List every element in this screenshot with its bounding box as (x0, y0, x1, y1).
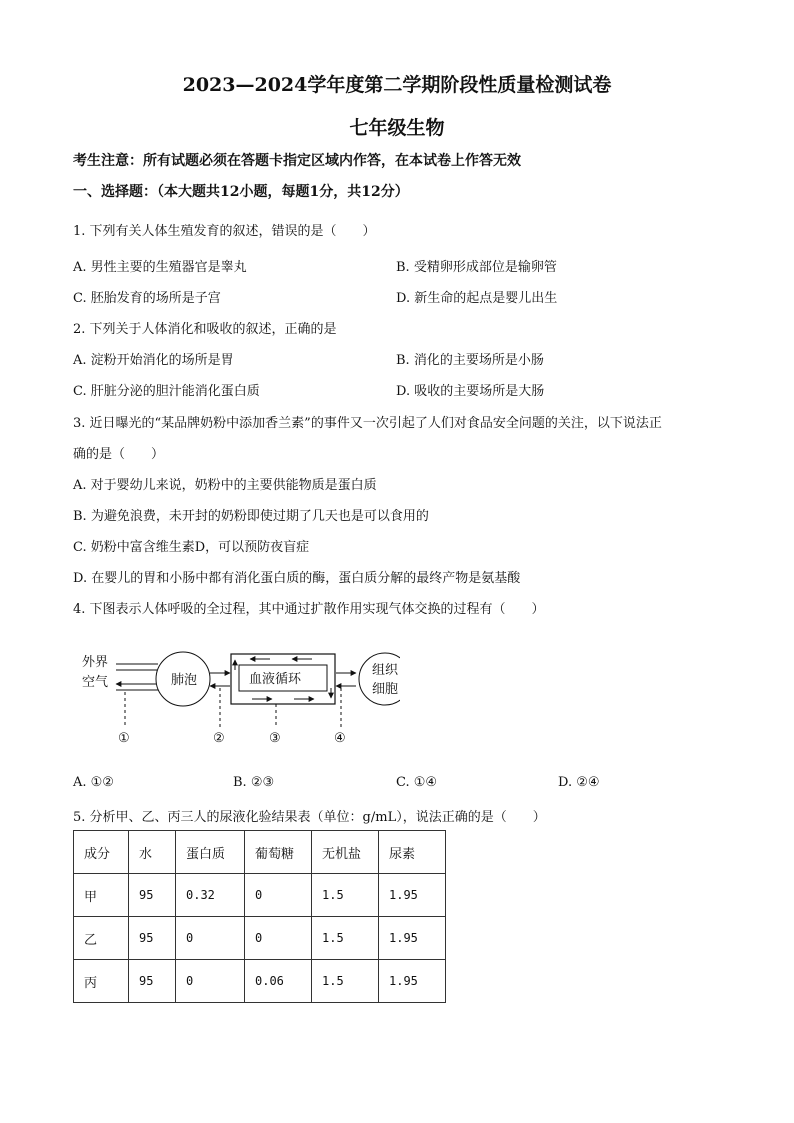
table-cell: 1.95 (379, 960, 446, 1003)
tissue-label-1: 组织 (372, 663, 399, 678)
table-cell: 0 (245, 917, 312, 960)
table-cell: 0.06 (245, 960, 312, 1003)
alveolus-label: 肺泡 (171, 673, 198, 688)
table-cell: 1.5 (312, 917, 379, 960)
table-cell: 1.95 (379, 917, 446, 960)
urine-test-table (73, 830, 446, 1003)
question-4-option-a[interactable]: A. ①② (73, 775, 114, 790)
question-2-stem: 2. 下列关于人体消化和吸收的叙述，正确的是 (73, 322, 337, 337)
question-2-option-a[interactable]: A. 淀粉开始消化的场所是胃 (73, 353, 234, 368)
tissue-label-2: 细胞 (372, 682, 399, 697)
process-mark-2: ② (213, 731, 225, 746)
question-1-option-a[interactable]: A. 男性主要的生殖器官是睾丸 (73, 260, 247, 275)
section-heading: 一、选择题：（本大题共12小题，每题1分，共12分） (73, 184, 409, 200)
question-2-option-d[interactable]: D. 吸收的主要场所是大肠 (396, 384, 545, 399)
process-mark-1: ① (118, 731, 130, 746)
tissue-cells-circle (359, 653, 400, 705)
process-mark-4: ④ (334, 731, 346, 746)
table-header-row (74, 831, 446, 874)
table-header-cell: 蛋白质 (176, 831, 245, 874)
table-cell: 0 (176, 917, 245, 960)
outside-air-label-2: 空气 (82, 675, 109, 690)
question-1-stem: 1. 下列有关人体生殖发育的叙述，错误的是（ ） (73, 224, 376, 239)
question-3-option-d[interactable]: D. 在婴儿的胃和小肠中都有消化蛋白质的酶，蛋白质分解的最终产物是氨基酸 (73, 571, 521, 586)
table-header-cell: 成分 (74, 831, 129, 874)
question-4-option-c[interactable]: C. ①④ (396, 775, 438, 790)
table-header-cell: 尿素 (379, 831, 446, 874)
outside-air-label-1: 外界 (82, 655, 109, 670)
respiration-diagram (80, 640, 400, 750)
table-cell: 丙 (74, 960, 129, 1003)
question-1-option-b[interactable]: B. 受精卵形成部位是输卵管 (396, 260, 557, 275)
question-1-option-d[interactable]: D. 新生命的起点是婴儿出生 (396, 291, 558, 306)
circulation-label: 血液循环 (249, 672, 302, 687)
table-header-cell: 水 (129, 831, 176, 874)
table-row (74, 874, 446, 917)
exam-subtitle: 七年级生物 (349, 117, 445, 139)
table-header-cell: 葡萄糖 (245, 831, 312, 874)
question-5-stem: 5. 分析甲、乙、丙三人的尿液化验结果表（单位：g/mL），说法正确的是（ ） (73, 810, 546, 825)
question-3-option-c[interactable]: C. 奶粉中富含维生素D，可以预防夜盲症 (73, 540, 310, 555)
table-cell: 0 (176, 960, 245, 1003)
question-3-stem-line2: 确的是（ ） (73, 447, 165, 462)
table-cell: 0 (245, 874, 312, 917)
question-2-option-b[interactable]: B. 消化的主要场所是小肠 (396, 353, 544, 368)
table-row (74, 960, 446, 1003)
table-cell: 1.95 (379, 874, 446, 917)
exam-notice: 考生注意：所有试题必须在答题卡指定区域内作答，在本试卷上作答无效 (73, 153, 521, 169)
question-4-option-b[interactable]: B. ②③ (233, 775, 275, 790)
table-cell: 95 (129, 917, 176, 960)
table-cell: 95 (129, 960, 176, 1003)
exam-title: 2023—2024学年度第二学期阶段性质量检测试卷 (182, 74, 612, 96)
table-cell: 1.5 (312, 874, 379, 917)
table-cell: 0.32 (176, 874, 245, 917)
table-cell: 95 (129, 874, 176, 917)
question-3-option-b[interactable]: B. 为避免浪费，未开封的奶粉即使过期了几天也是可以食用的 (73, 509, 429, 524)
table-cell: 甲 (74, 874, 129, 917)
question-1-option-c[interactable]: C. 胚胎发育的场所是子宫 (73, 291, 221, 306)
table-header-cell: 无机盐 (312, 831, 379, 874)
table-row (74, 917, 446, 960)
question-4-option-d[interactable]: D. ②④ (558, 775, 600, 790)
table-cell: 1.5 (312, 960, 379, 1003)
question-4-stem: 4. 下图表示人体呼吸的全过程，其中通过扩散作用实现气体交换的过程有（ ） (73, 602, 545, 617)
process-mark-3: ③ (269, 731, 281, 746)
question-2-option-c[interactable]: C. 肝脏分泌的胆汁能消化蛋白质 (73, 384, 260, 399)
table-cell: 乙 (74, 917, 129, 960)
question-3-option-a[interactable]: A. 对于婴幼儿来说，奶粉中的主要供能物质是蛋白质 (73, 478, 377, 493)
question-3-stem-line1: 3. 近日曝光的“某品牌奶粉中添加香兰素”的事件又一次引起了人们对食品安全问题的关注，以下说法正 (73, 416, 662, 431)
